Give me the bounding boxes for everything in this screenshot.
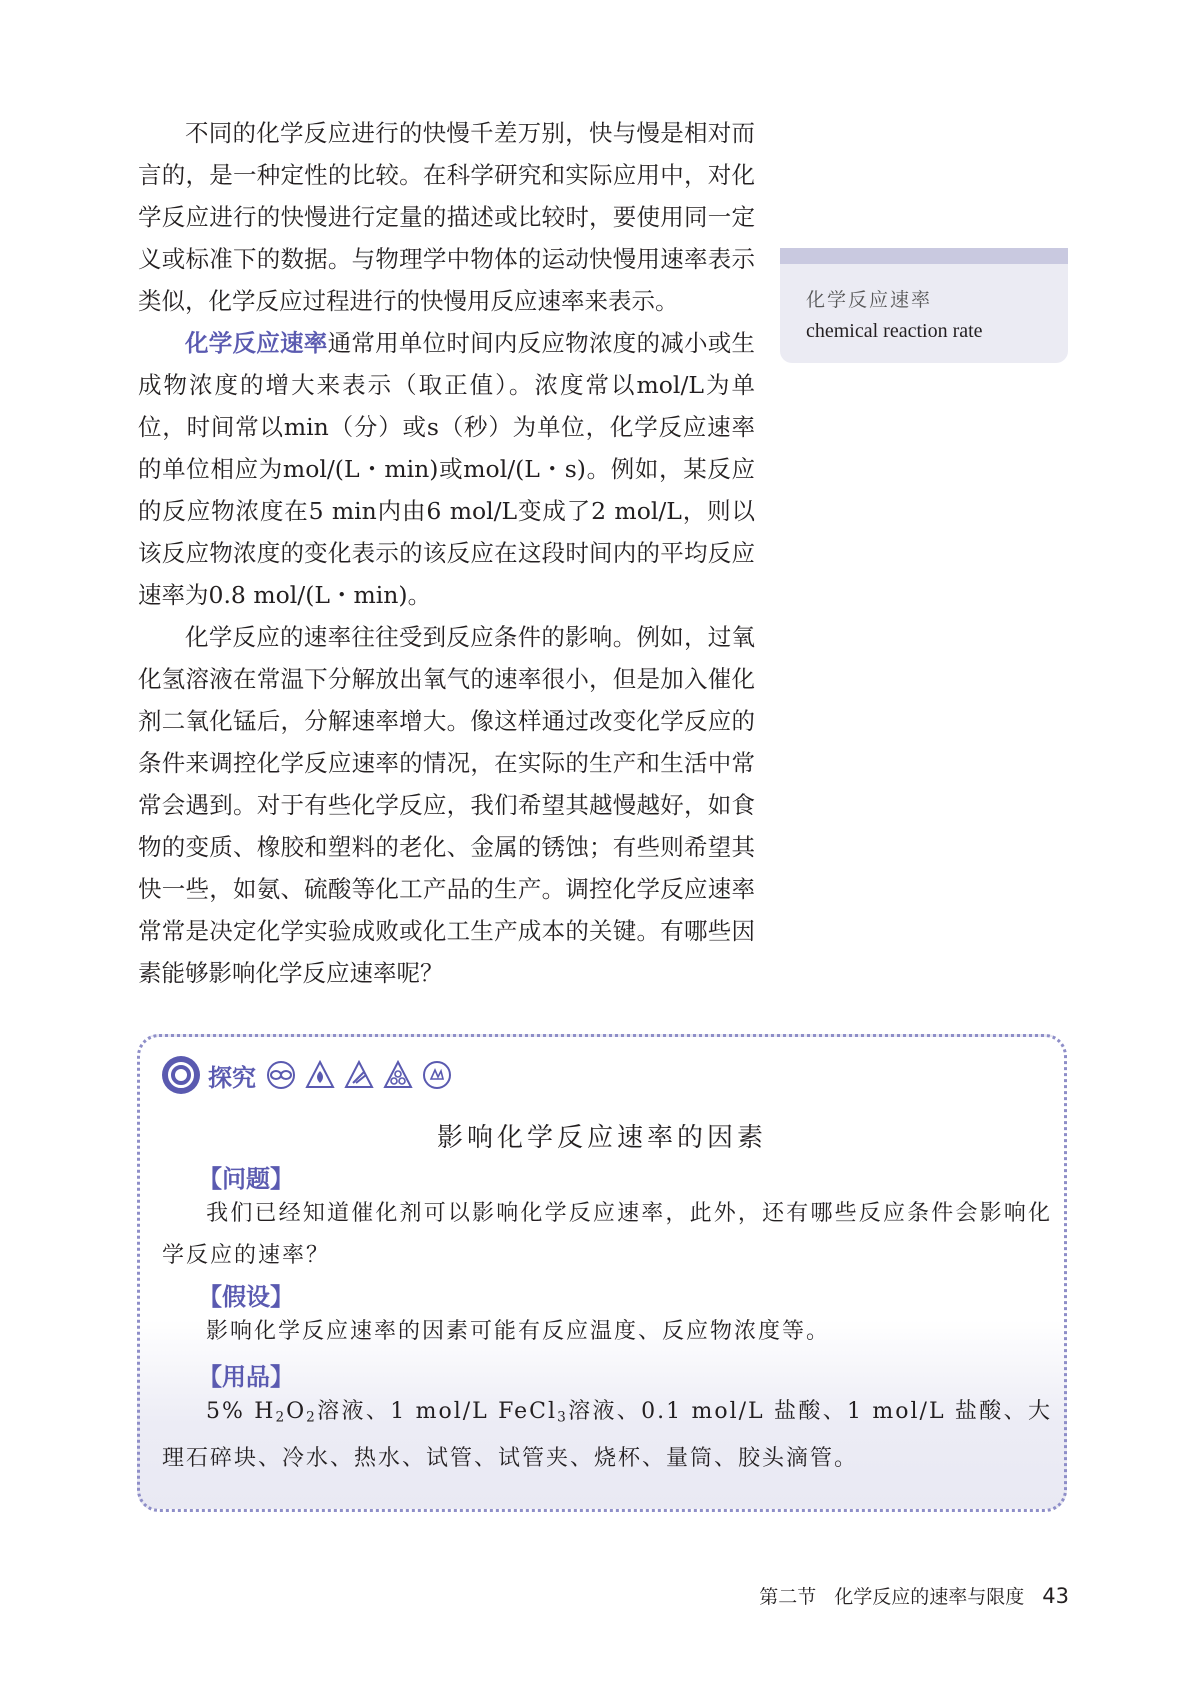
explore-heading: 影响化学反应速率的因素 [436,1123,767,1153]
paragraph-2 [138,322,755,616]
page-number: 43 [1042,1584,1069,1608]
footer-title: 化学反应的速率与限度 [834,1586,1025,1608]
materials-text [162,1391,1052,1480]
glossary-term-zh: 化学反应速率 [806,289,933,311]
subscript: 2 [275,1409,287,1426]
question-text [162,1193,1052,1277]
hypothesis-label: 【假设】 [198,1283,294,1311]
hypothesis-text [162,1311,1052,1353]
glossary-sidebar [780,248,1068,363]
term-reaction-rate: 化学反应速率 [185,329,328,357]
paragraph-1: 不同的化学反应进行的快慢千差万别，快与慢是相对而言的，是一种定性的比较。在科学研究和实际应用中，对化学反应进行的快慢进行定量的描述或比较时，要使用同一定义或标准下的数据。与物理学中物体的运动快慢用速率表示类似，化学反应过程进行的快慢用反应速率来表示。 [138,119,755,315]
hand-wash-icon [422,1060,452,1090]
sharp-hazard-icon [344,1060,374,1090]
sidebar-top-bar [780,248,1068,264]
subscript: 3 [557,1409,568,1426]
paragraph-2-text: 通常用单位时间内反应物浓度的减小或生成物浓度的增大来表示（取正值）。浓度常以mol/L为单位，时间常以min（分）或s（秒）为单位，化学反应速率的单位相应为mol/(L・min)或mol/(L・s)。例如，某反应的反应物浓度在5 min内由6 mol/L变成了2 mol/L，则以该反应物浓度的变化表示的该反应在这段时间内的平均反应速率为0.8 mol/(L・min)。 [138,329,756,609]
materials-part: 5% H [206,1399,276,1424]
body-text [138,112,755,994]
subscript: 2 [306,1409,317,1426]
ventilation-icon [383,1060,413,1090]
flame-icon [305,1060,335,1090]
footer-section: 第二节 [759,1586,817,1608]
safety-icons [266,1060,452,1090]
materials-part: 溶液、0.1 mol/L 盐酸、1 mol/L 盐酸、大理石碎块、冷水、热水、试管、试管夹、烧杯、量筒、胶头滴管。 [162,1399,1052,1472]
question-body: 我们已经知道催化剂可以影响化学反应速率，此外，还有哪些反应条件会影响化学反应的速率？ [162,1201,1052,1268]
materials-label: 【用品】 [198,1363,294,1391]
goggles-icon [266,1060,296,1090]
page-footer [759,1582,1069,1609]
explore-label: 探究 [208,1063,256,1092]
materials-part: 溶液、1 mol/L FeCl [316,1399,558,1424]
question-label: 【问题】 [198,1165,294,1193]
paragraph-3: 化学反应的速率往往受到反应条件的影响。例如，过氧化氢溶液在常温下分解放出氧气的速率很小，但是加入催化剂二氧化锰后，分解速率增大。像这样通过改变化学反应的条件来调控化学反应速率的情况，在实际的生产和生活中常常会遇到。对于有些化学反应，我们希望其越慢越好，如食物的变质、橡胶和塑料的老化、金属的锈蚀；有些则希望其快一些，如氨、硫酸等化工产品的生产。调控化学反应速率常常是决定化学实验成败或化工生产成本的关键。有哪些因素能够影响化学反应速率呢？ [138,623,755,987]
explore-header [162,1055,452,1095]
explore-box [137,1034,1067,1512]
materials-part: O [286,1399,307,1424]
hypothesis-body: 影响化学反应速率的因素可能有反应温度、反应物浓度等。 [206,1319,831,1344]
target-icon [162,1056,200,1094]
glossary-term-en: chemical reaction rate [806,320,983,342]
